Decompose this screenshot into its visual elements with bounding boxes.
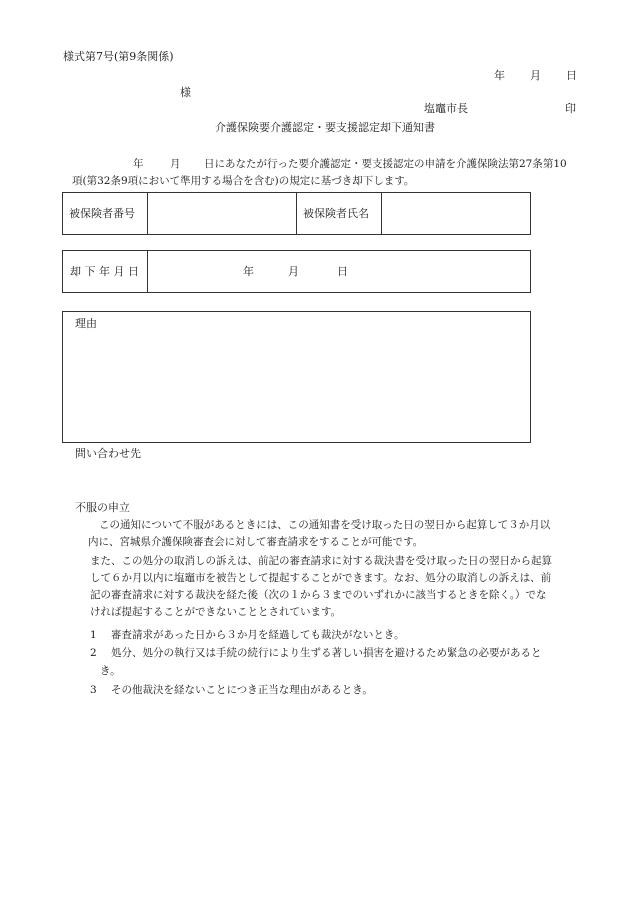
reason-label: 理由	[75, 317, 97, 330]
appeal-paragraph-2	[88, 553, 552, 621]
form-number: 様式第7号(第9条関係)	[63, 50, 174, 63]
header-date-day: 日	[566, 69, 577, 82]
appeal-item-3-text: その他裁決を経ないことにつき正当な理由があるとき。	[111, 684, 373, 696]
appeal-item-2-text: 処分、処分の執行又は手続の続行により生ずる著しい損害を避けるため緊急の必要があると	[111, 647, 542, 659]
seal-mark: 印	[565, 102, 576, 115]
appeal-item-2-number: 2	[90, 647, 97, 659]
appeal-p2-line: また、この処分の取消しの訴えは、前記の審査請求に対する裁決書を受け取った日の翌日から起算	[90, 555, 552, 567]
appeal-p1-line: 内に、宮城県介護保険審査会に対して審査請求をすることが可能です。	[88, 536, 424, 548]
appeal-heading: 不服の申立	[75, 501, 130, 514]
header-date-year: 年	[494, 69, 505, 82]
header-date-month: 月	[530, 69, 541, 82]
intro-month: 月	[170, 158, 181, 170]
insured-number-label: 被保険者番号	[69, 207, 135, 220]
document-title: 介護保険要介護認定・要支援認定却下通知書	[215, 121, 435, 134]
appeal-p2-line: ければ提起することができないこととされています。	[90, 606, 342, 618]
appeal-p2-line: して６か月以内に塩竈市を被告として提起することができます。なお、処分の取消しの訴えは、前	[90, 572, 552, 584]
intro-year: 年	[133, 158, 144, 170]
intro-line1: 日にあなたが行った要介護認定・要支援認定の申請を介護保険法第27条第10	[204, 158, 567, 170]
insured-name-label: 被保険者氏名	[303, 207, 369, 220]
rejection-date-day: 日	[337, 265, 348, 278]
appeal-item-1-number: 1	[90, 629, 97, 641]
rejection-date-year: 年	[243, 265, 254, 278]
appeal-item-3-number: 3	[90, 684, 97, 696]
appeal-p2-line: 記の審査請求に対する裁決を経た後（次の１から３までのいずれかに該当するときを除く。）でな	[90, 589, 547, 601]
appeal-item-2-continued: き。	[100, 665, 121, 677]
insured-table	[62, 192, 531, 235]
issuer-name: 塩竈市長	[424, 102, 468, 115]
rejection-date-table	[62, 250, 531, 293]
reason-box	[62, 311, 531, 443]
rejection-date-label: 却 下 年 月 日	[70, 265, 139, 278]
appeal-item-1-text: 審査請求があった日から３か月を経過しても裁決がないとき。	[111, 629, 405, 641]
contact-label: 問い合わせ先	[75, 447, 141, 460]
addressee-suffix: 様	[180, 86, 191, 99]
appeal-p1-line: この通知について不服があるときには、この通知書を受け取った日の翌日から起算して３か月以	[99, 519, 551, 531]
appeal-paragraph-1	[88, 517, 550, 551]
rejection-date-month: 月	[288, 265, 299, 278]
intro-line2: 項(第32条9項において準用する場合を含む)の規定に基づき却下します。	[72, 175, 415, 187]
